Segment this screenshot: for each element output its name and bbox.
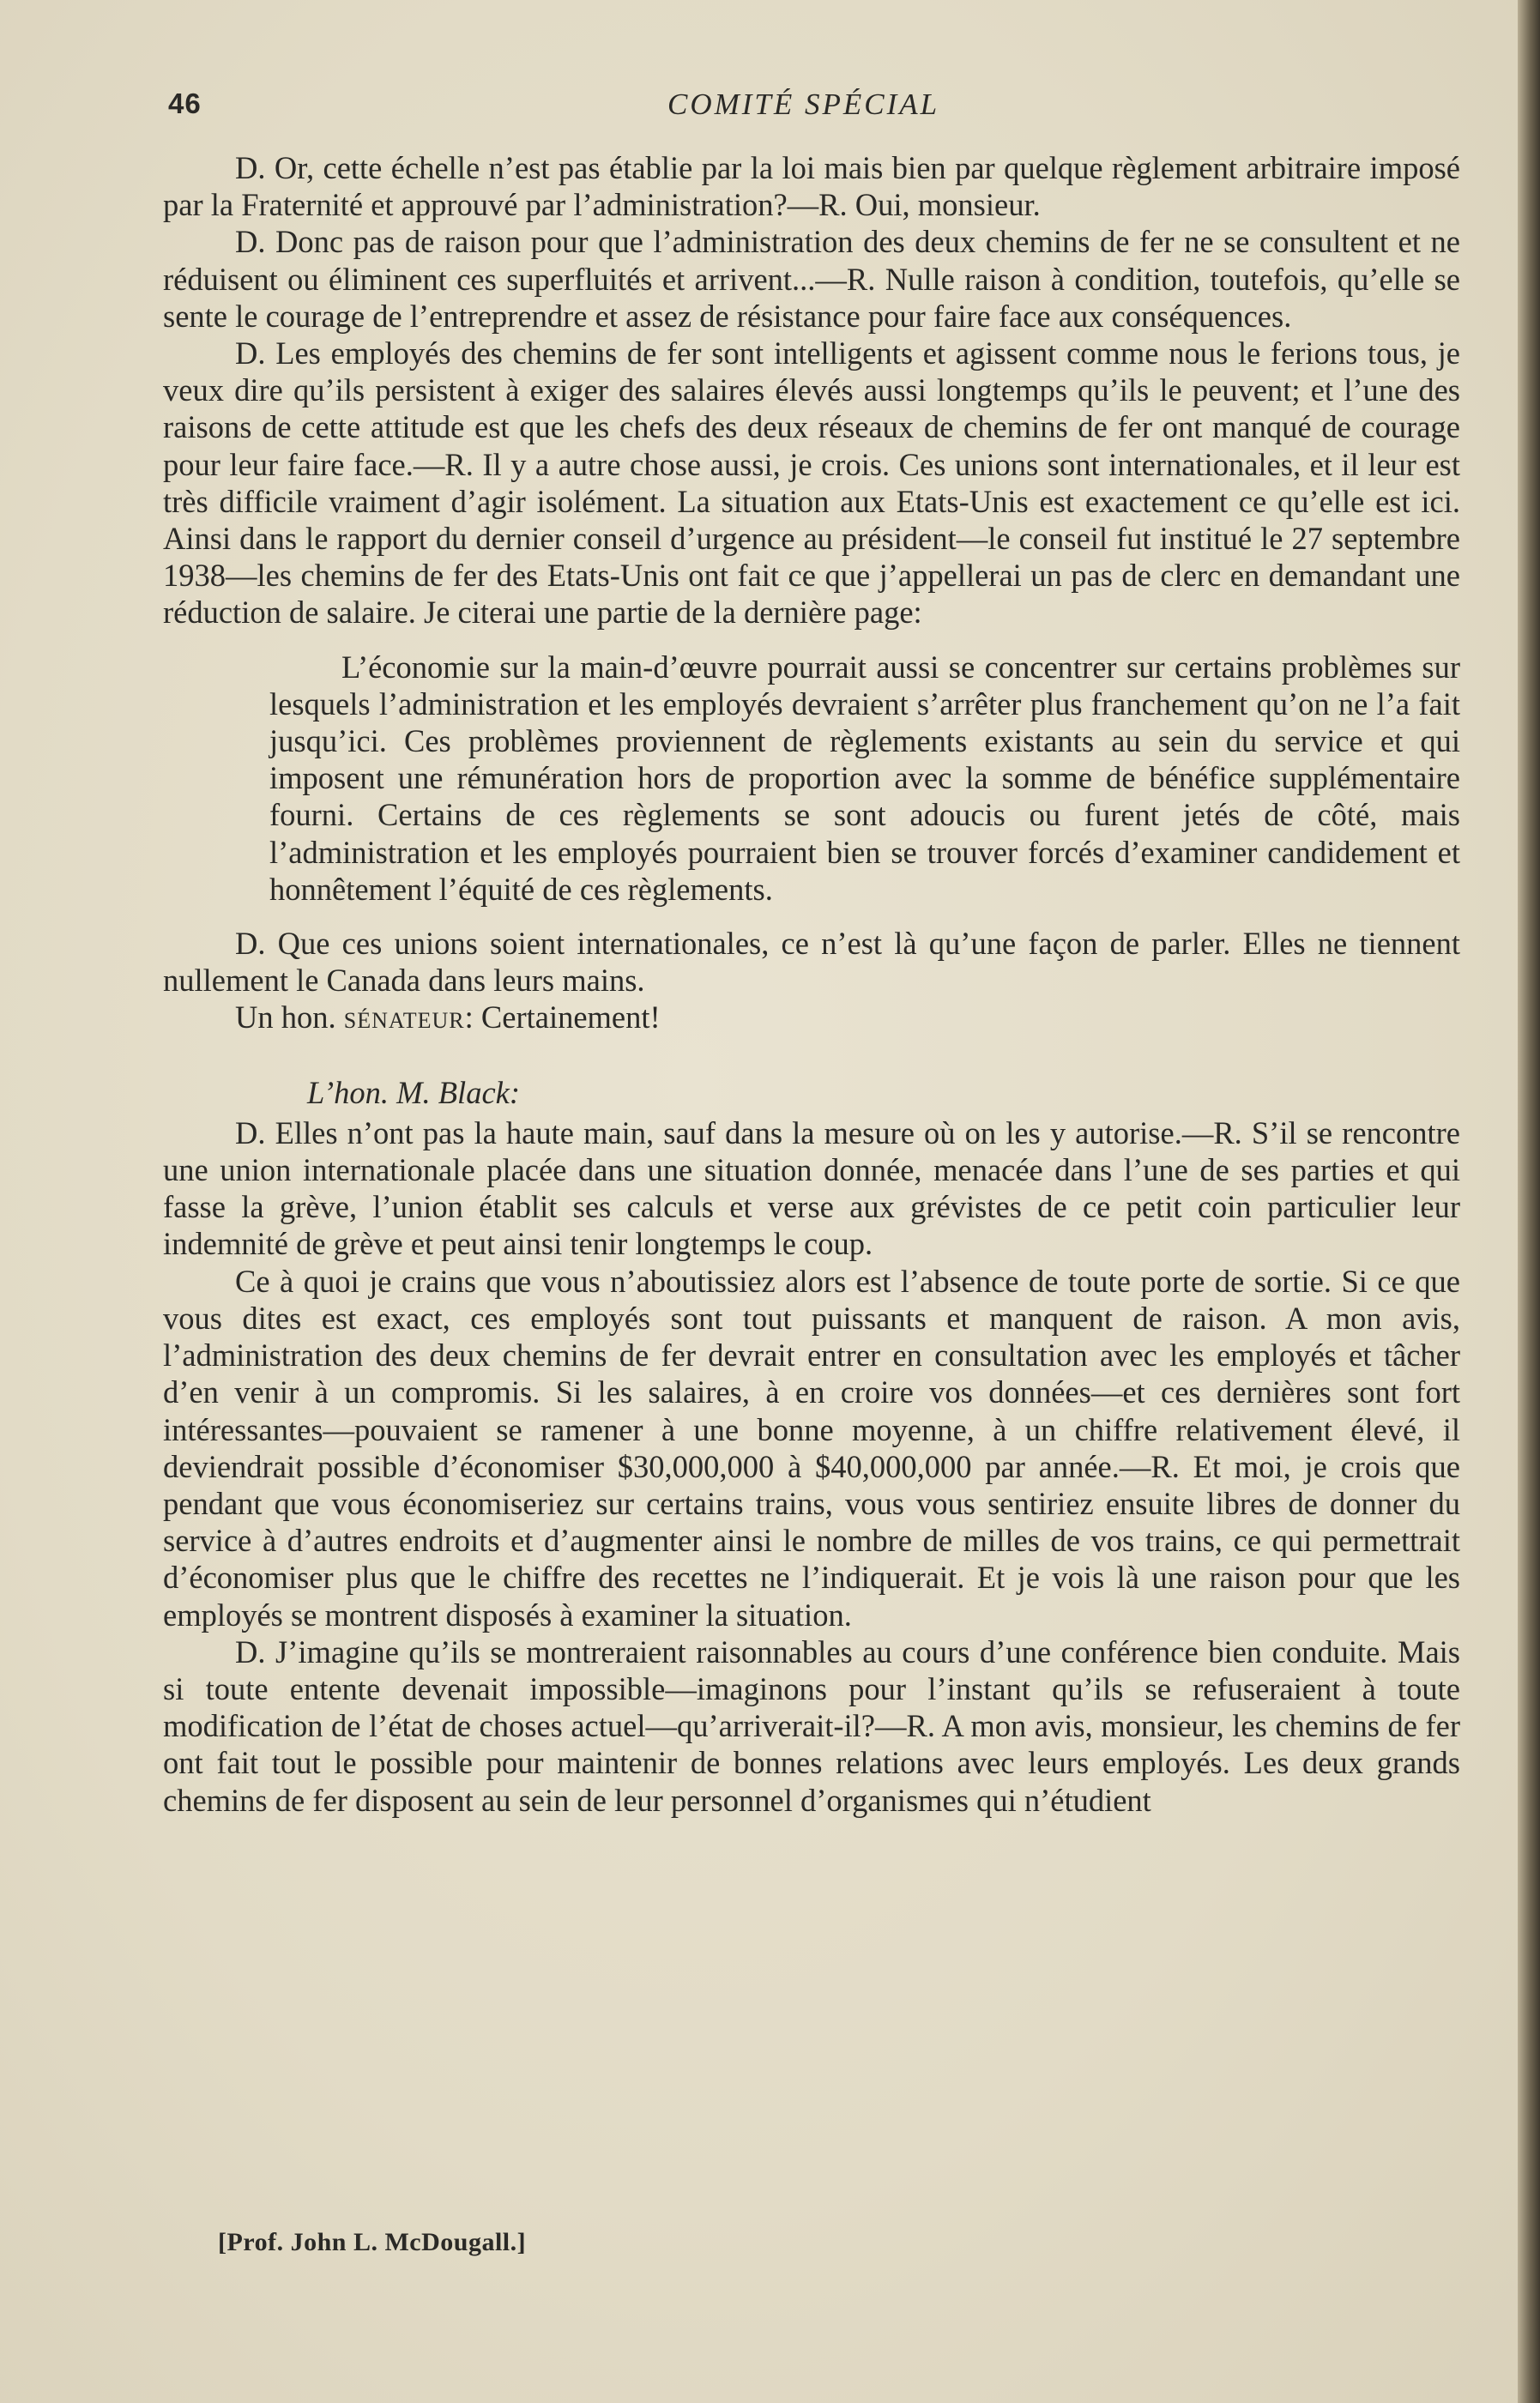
body-text [163,149,1460,1819]
witness-signature: [Prof. John L. McDougall.] [218,2228,527,2256]
paragraph-question-1: D. Or, cette échelle n’est pas établie par la loi mais bien par quelque règlement arbitraire imposé par la Fraternité et approuvé par l’administration?—R. Oui, monsieur. [163,150,1460,223]
senator-text: : Certainement! [464,999,661,1035]
senator-label: sénateur [343,999,465,1035]
speaker-heading: L’hon. M. Black: [307,1074,520,1110]
book-spine-shadow [1518,0,1540,2403]
paragraph-statement-6: Ce à quoi je crains que vous n’aboutissiez alors est l’absence de toute porte de sortie. Si ce que vous dites est exact, ces employés sont tout puissants et manquent de raison. A mon avis, l’administration des deux chemins de fer devrait entrer en consultation avec les employés et tâcher d’en venir à un compromis. Si les salaires, à en croire vos données—et ces dernières sont fort intéressantes—pouvaient se ramener à une bonne moyenne, à un chiffre relativement élevé, il deviendrait possible d’économiser $30,000,000 à $40,000,000 par année.—R. Et moi, je crois que pendant que vous économiseriez sur certains trains, vous vous sentiriez ensuite libres de donner du service à d’autres endroits et d’augmenter ainsi le nombre de milles de vos trains, ce qui permettrait d’économiser plus que le chiffre des recettes ne l’indiquerait. Et je vois là une raison pour que les employés se montrent disposés à examiner la situation. [163,1263,1460,1633]
page-header [168,88,1455,130]
running-head: COMITÉ SPÉCIAL [667,88,940,121]
paragraph-question-5: D. Elles n’ont pas la haute main, sauf dans la mesure où on les y autorise.—R. S’il se rencontre une union internationale placée dans une situation donnée, menacée dans l’une de ses parties et qui fasse la grève, l’union établit ses calculs et verse aux grévistes de ce petit coin particulier leur indemnité de grève et peut ainsi tenir longtemps le coup. [163,1114,1460,1262]
senator-prefix: Un hon. [235,999,336,1035]
paragraph-question-4: D. Que ces unions soient internationales, ce n’est là qu’une façon de parler. Elles ne tiennent nullement le Canada dans leurs mains. [163,926,1460,999]
paragraph-question-3: D. Les employés des chemins de fer sont intelligents et agissent comme nous le ferions tous, je veux dire qu’ils persistent à exiger des salaires élevés aussi longtemps qu’ils le peuvent; et l’une des raisons de cette attitude est que les chefs des deux réseaux de chemins de fer ont manqué de courage pour leur faire face.—R. Il y a autre chose aussi, je crois. Ces unions sont internationales, et il leur est très difficile vraiment d’agir isolément. La situation aux Etats-Unis est exactement ce qu’elle est ici. Ainsi dans le rapport du dernier conseil d’urgence au président—le conseil fut institué le 27 septembre 1938—les chemins de fer des Etats-Unis ont fait ce que j’appellerai un pas de clerc en demandant une réduction de salaire. Je citerai une partie de la dernière page: [163,335,1460,631]
paragraph-question-7: D. J’imagine qu’ils se montreraient raisonnables au cours d’une conférence bien conduite. Mais si toute entente devenait impossible—imaginons pour l’instant qu’ils se refuseraient à toute modification de l’état de choses actuel—qu’arriverait-il?—R. A mon avis, monsieur, les chemins de fer ont fait tout le possible pour maintenir de bonnes relations avec leurs employés. Les deux grands chemins de fer disposent au sein de leur personnel d’organismes qui n’étudient [163,1633,1460,1818]
quoted-passage: L’économie sur la main-d’œuvre pourrait aussi se concentrer sur certains problèmes sur lesquels l’administration et les employés devraient s’arrêter plus franchement qu’on ne l’a fait jusqu’ici. Ces problèmes proviennent de règlements existants au sein du service et qui imposent une rémunération hors de proportion avec la somme de bénéfice supplémentaire fourni. Certains de ces règlements se sont adoucis ou furent jetés de côté, mais l’administration et les employés pourraient bien se trouver forcés d’examiner candidement et honnêtement l’équité de ces règlements. [269,649,1460,907]
paragraph-question-2: D. Donc pas de raison pour que l’administration des deux chemins de fer ne se consultent et ne réduisent ou éliminent ces superfluités et arrivent...—R. Nulle raison à condition, toutefois, qu’elle se sente le courage de l’entreprendre et assez de résistance pour faire face aux conséquences. [163,224,1460,334]
senator-interjection [163,999,1460,1035]
page-number: 46 [168,88,202,119]
